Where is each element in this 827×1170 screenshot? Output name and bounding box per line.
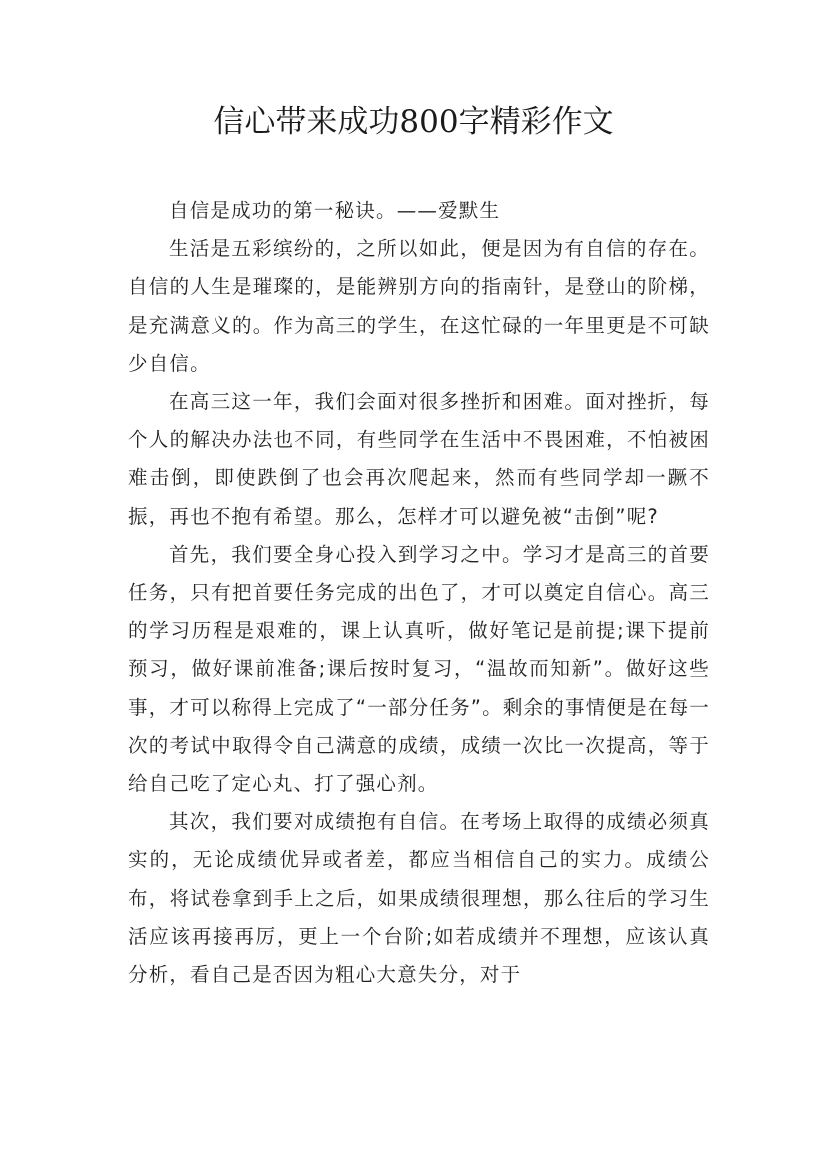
paragraph-2: 在高三这一年，我们会面对很多挫折和困难。面对挫折，每个人的解决办法也不同，有些同学在生活中不畏困难，不怕被困难击倒，即使跌倒了也会再次爬起来，然而有些同学却一蹶不振，再也不抱有希望。那么，怎样才可以避免被“击倒”呢?: [128, 390, 710, 528]
paragraph-quote: 自信是成功的第一秘诀。——爱默生: [169, 199, 501, 222]
document-title: 信心带来成功800字精彩作文: [213, 104, 614, 140]
paragraph-1: 生活是五彩缤纷的，之所以如此，便是因为有自信的存在。自信的人生是璀璨的，是能辨别方向的指南针，是登山的阶梯，是充满意义的。作为高三的学生，在这忙碌的一年里更是不可缺少自信。: [128, 237, 710, 375]
paragraph-4: 其次，我们要对成绩抱有自信。在考场上取得的成绩必须真实的，无论成绩优异或者差，都应当相信自己的实力。成绩公布，将试卷拿到手上之后，如果成绩很理想，那么往后的学习生活应该再接再厉，更上一个台阶;如若成绩并不理想，应该认真分析，看自己是否因为粗心大意失分，对于: [128, 810, 710, 987]
document-body: [128, 192, 710, 994]
paragraph-3: 首先，我们要全身心投入到学习之中。学习才是高三的首要任务，只有把首要任务完成的出色了，才可以奠定自信心。高三的学习历程是艰难的，课上认真听，做好笔记是前提;课下提前预习，做好课前准备;课后按时复习，“温故而知新”。做好这些事，才可以称得上完成了“一部分任务”。剩余的事情便是在每一次的考试中取得令自己满意的成绩，成绩一次比一次提高，等于给自己吃了定心丸、打了强心剂。: [128, 542, 710, 796]
